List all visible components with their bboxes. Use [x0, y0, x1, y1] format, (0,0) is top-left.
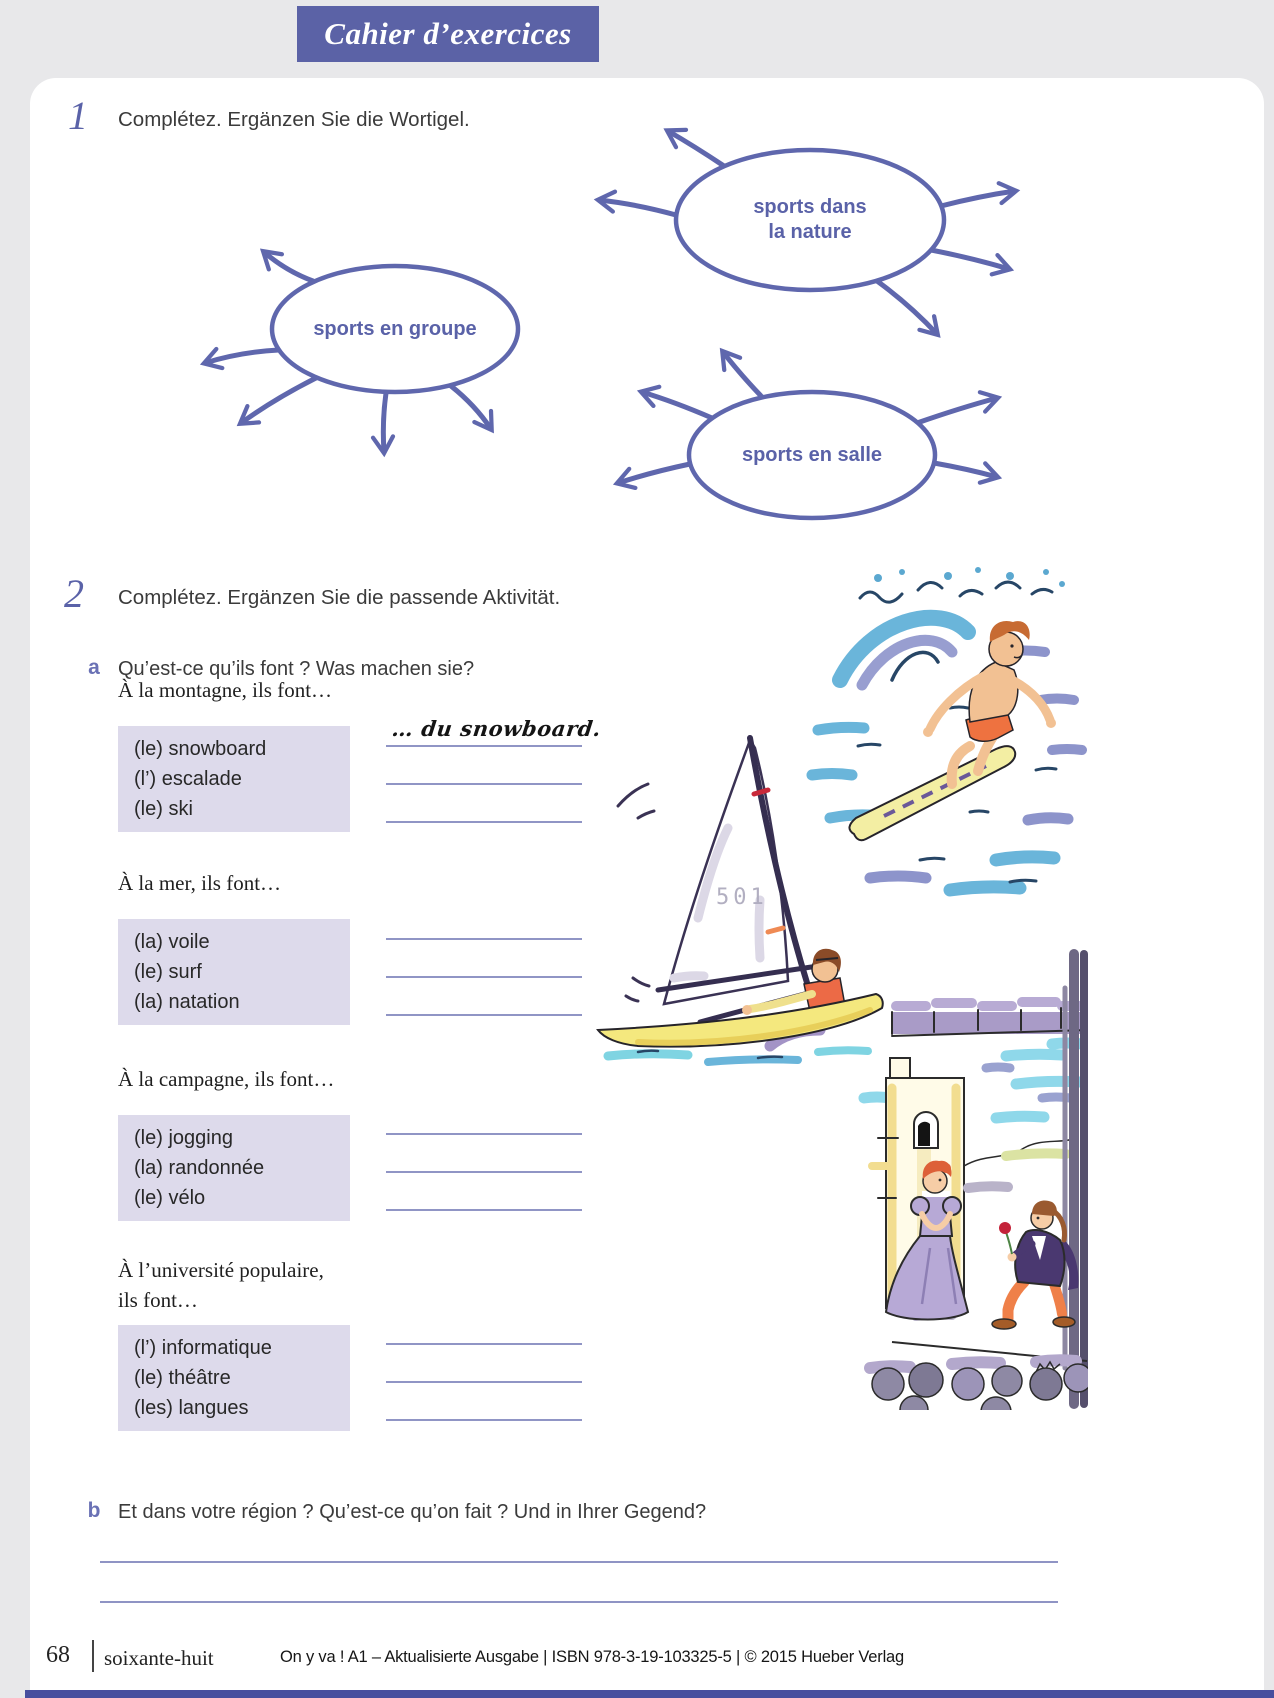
- imprint-text: On y va ! A1 – Aktualisierte Ausgabe | ISBN 978-3-19-103325-5 | © 2015 Hueber Verlag: [280, 1648, 904, 1666]
- answer-line[interactable]: [100, 1561, 1058, 1563]
- answer-line[interactable]: [386, 1209, 582, 1211]
- word-web-diagram: [60, 90, 1210, 560]
- option-item: (le) snowboard: [134, 738, 267, 760]
- answer-line[interactable]: [386, 821, 582, 823]
- answer-line[interactable]: [386, 1343, 582, 1345]
- answer-line[interactable]: [100, 1601, 1058, 1603]
- option-item: (les) langues: [134, 1397, 249, 1419]
- part-a-letter: a: [88, 656, 100, 679]
- part-b-question: Et dans votre région ? Qu’est-ce qu’on fait ? Und in Ihrer Gegend?: [118, 1501, 707, 1523]
- exercise2-number: 2: [64, 571, 84, 616]
- option-item: (la) natation: [134, 991, 240, 1013]
- options-campagne: [118, 1115, 350, 1221]
- page-number-word: soixante-huit: [104, 1646, 214, 1670]
- exercise2-instruction: Complétez. Ergänzen Sie die passende Aktivität.: [118, 586, 561, 609]
- option-item: (la) randonnée: [134, 1157, 265, 1179]
- footer-divider: [92, 1640, 94, 1672]
- answer-line[interactable]: [386, 1419, 582, 1421]
- bubble-label-salle: sports en salle: [741, 444, 883, 466]
- answer-line[interactable]: [386, 1133, 582, 1135]
- prompt-universite-line1: À l’université populaire,: [118, 1258, 324, 1282]
- answer-line[interactable]: [386, 1381, 582, 1383]
- page-banner: [297, 6, 599, 62]
- option-item: (le) surf: [134, 961, 202, 983]
- options-montagne: [118, 726, 350, 832]
- option-item: (le) ski: [134, 798, 193, 820]
- prompt-campagne: À la campagne, ils font…: [118, 1067, 335, 1091]
- sailboat-illustration: [578, 678, 890, 1070]
- bubble-label-groupe: sports en groupe: [313, 318, 477, 340]
- option-item: (le) vélo: [134, 1187, 206, 1209]
- answer-line[interactable]: [386, 745, 582, 747]
- option-item: (le) jogging: [134, 1127, 233, 1149]
- option-item: (le) théâtre: [134, 1367, 231, 1389]
- option-item: (l’) informatique: [134, 1337, 272, 1359]
- answer-line[interactable]: [386, 783, 582, 785]
- written-answer-snowboard: … du snowboard.: [390, 716, 603, 741]
- options-mer: [118, 919, 350, 1025]
- page-number: 68: [46, 1642, 70, 1668]
- exercise1-number: 1: [68, 93, 88, 138]
- sail-number: 501: [716, 885, 768, 910]
- option-item: (l’) escalade: [134, 768, 242, 790]
- prompt-mer: À la mer, ils font…: [118, 871, 282, 895]
- prompt-montagne: À la montagne, ils font…: [118, 678, 333, 702]
- bottom-accent-strip: [25, 1690, 1274, 1698]
- prompt-universite-line2: ils font…: [118, 1288, 198, 1312]
- audience: [870, 1360, 1088, 1410]
- bubble-label-nature: sports dans la nature: [753, 196, 867, 243]
- theatre-illustration: [856, 948, 1088, 1410]
- answer-line[interactable]: [386, 1014, 582, 1016]
- options-universite: [118, 1325, 350, 1431]
- part-a-question: Qu’est-ce qu’ils font ? Was machen sie?: [118, 658, 475, 680]
- banner-title: Cahier d’exercices: [324, 16, 572, 51]
- option-item: (la) voile: [134, 931, 210, 953]
- part-b-letter: b: [87, 1499, 101, 1522]
- answer-line[interactable]: [386, 976, 582, 978]
- exercise1-instruction: Complétez. Ergänzen Sie die Wortigel.: [118, 108, 470, 131]
- answer-line[interactable]: [386, 1171, 582, 1173]
- answer-line[interactable]: [386, 938, 582, 940]
